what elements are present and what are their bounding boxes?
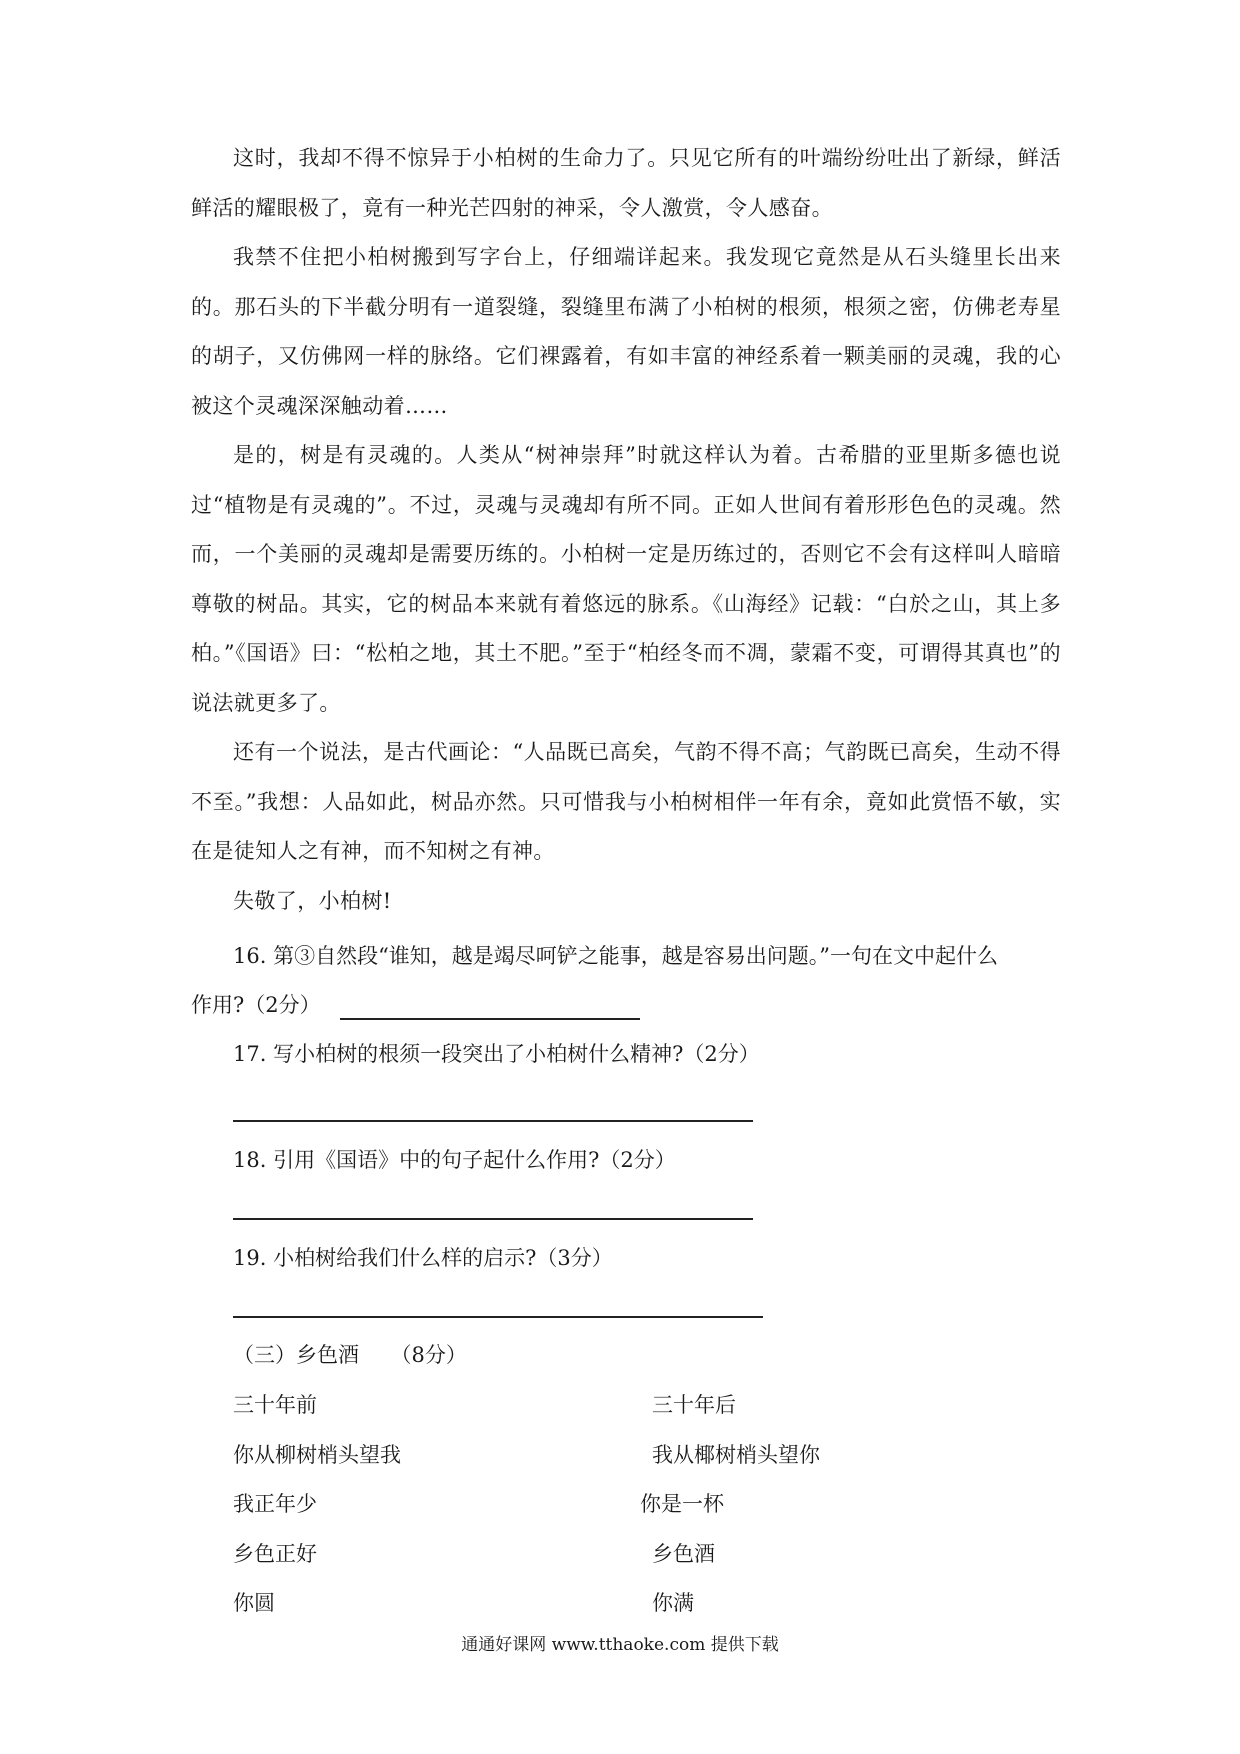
paragraph-3: 是的，树是有灵魂的。人类从“树神崇拜”时就这样认为着。古希腊的亚里斯多德也说过“植物是有灵魂的”。不过，灵魂与灵魂却有所不同。正如人世间有着形形色色的灵魂。然而，一个美丽的灵魂却是需要历练的。小柏树一定是历练过的，否则它不会有这样叫人暗暗尊敬的树品。其实，它的树品本来就有着悠远的脉系。《山海经》记载：“白於之山，其上多柏。”《国语》曰：“松柏之地，其土不肥。”至于“柏经冬而不凋，蒙霜不变，可谓得其真也”的说法就更多了。: [191, 443, 1061, 715]
poem-right-line: 乡色酒: [652, 1542, 715, 1566]
poem-left-line: 我正年少: [233, 1492, 317, 1516]
poem-left-line: 你从柳树梢头望我: [233, 1443, 401, 1467]
poem-left-line: 三十年前: [233, 1393, 317, 1417]
paragraph-5: 失敬了，小柏树!: [233, 889, 392, 913]
section-title: （三）乡色酒 （8分）: [233, 1343, 467, 1367]
question-16-line1: 16. 第③自然段“谁知，越是竭尽呵铲之能事，越是容易出问题。”一句在文中起什么: [233, 944, 999, 968]
poem-right-line: 我从椰树梢头望你: [652, 1443, 820, 1467]
poem-right-line: 你满: [652, 1591, 694, 1615]
poem-left-line: 乡色正好: [233, 1542, 317, 1566]
question-19: 19. 小柏树给我们什么样的启示?（3分）: [233, 1246, 613, 1270]
paragraph-2: 我禁不住把小柏树搬到写字台上，仔细端详起来。我发现它竟然是从石头缝里长出来的。那石头的下半截分明有一道裂缝，裂缝里布满了小柏树的根须，根须之密，仿佛老寿星的胡子，又仿佛网一样的脉络。它们裸露着，有如丰富的神经系着一颗美丽的灵魂，我的心被这个灵魂深深触动着……: [191, 245, 1061, 418]
poem-left-line: 你圆: [233, 1591, 275, 1615]
page-footer: 通通好课网 www.tthaoke.com 提供下载: [461, 1635, 779, 1655]
answer-line-17[interactable]: [233, 1120, 753, 1122]
answer-line-18[interactable]: [233, 1218, 753, 1220]
question-17: 17. 写小柏树的根须一段突出了小柏树什么精神?（2分）: [233, 1042, 760, 1066]
paragraph-4: 还有一个说法，是古代画论：“人品既已高矣，气韵不得不高；气韵既已高矣，生动不得不至。”我想：人品如此，树品亦然。只可惜我与小柏树相伴一年有余，竟如此赏悟不敏，实在是徒知人之有神，而不知树之有神。: [191, 740, 1061, 863]
answer-line-19[interactable]: [233, 1316, 763, 1318]
paragraph-1: 这时，我却不得不惊异于小柏树的生命力了。只见它所有的叶端纷纷吐出了新绿，鲜活鲜活的耀眼极了，竟有一种光芒四射的神采，令人激赏，令人感奋。: [191, 146, 1061, 220]
answer-line-16[interactable]: [340, 1018, 640, 1020]
question-16-line2: 作用?（2分）: [191, 993, 321, 1017]
question-18: 18. 引用《国语》中的句子起什么作用?（2分）: [233, 1148, 676, 1172]
poem-right-line: 你是一杯: [640, 1492, 724, 1516]
poem-right-line: 三十年后: [652, 1393, 736, 1417]
